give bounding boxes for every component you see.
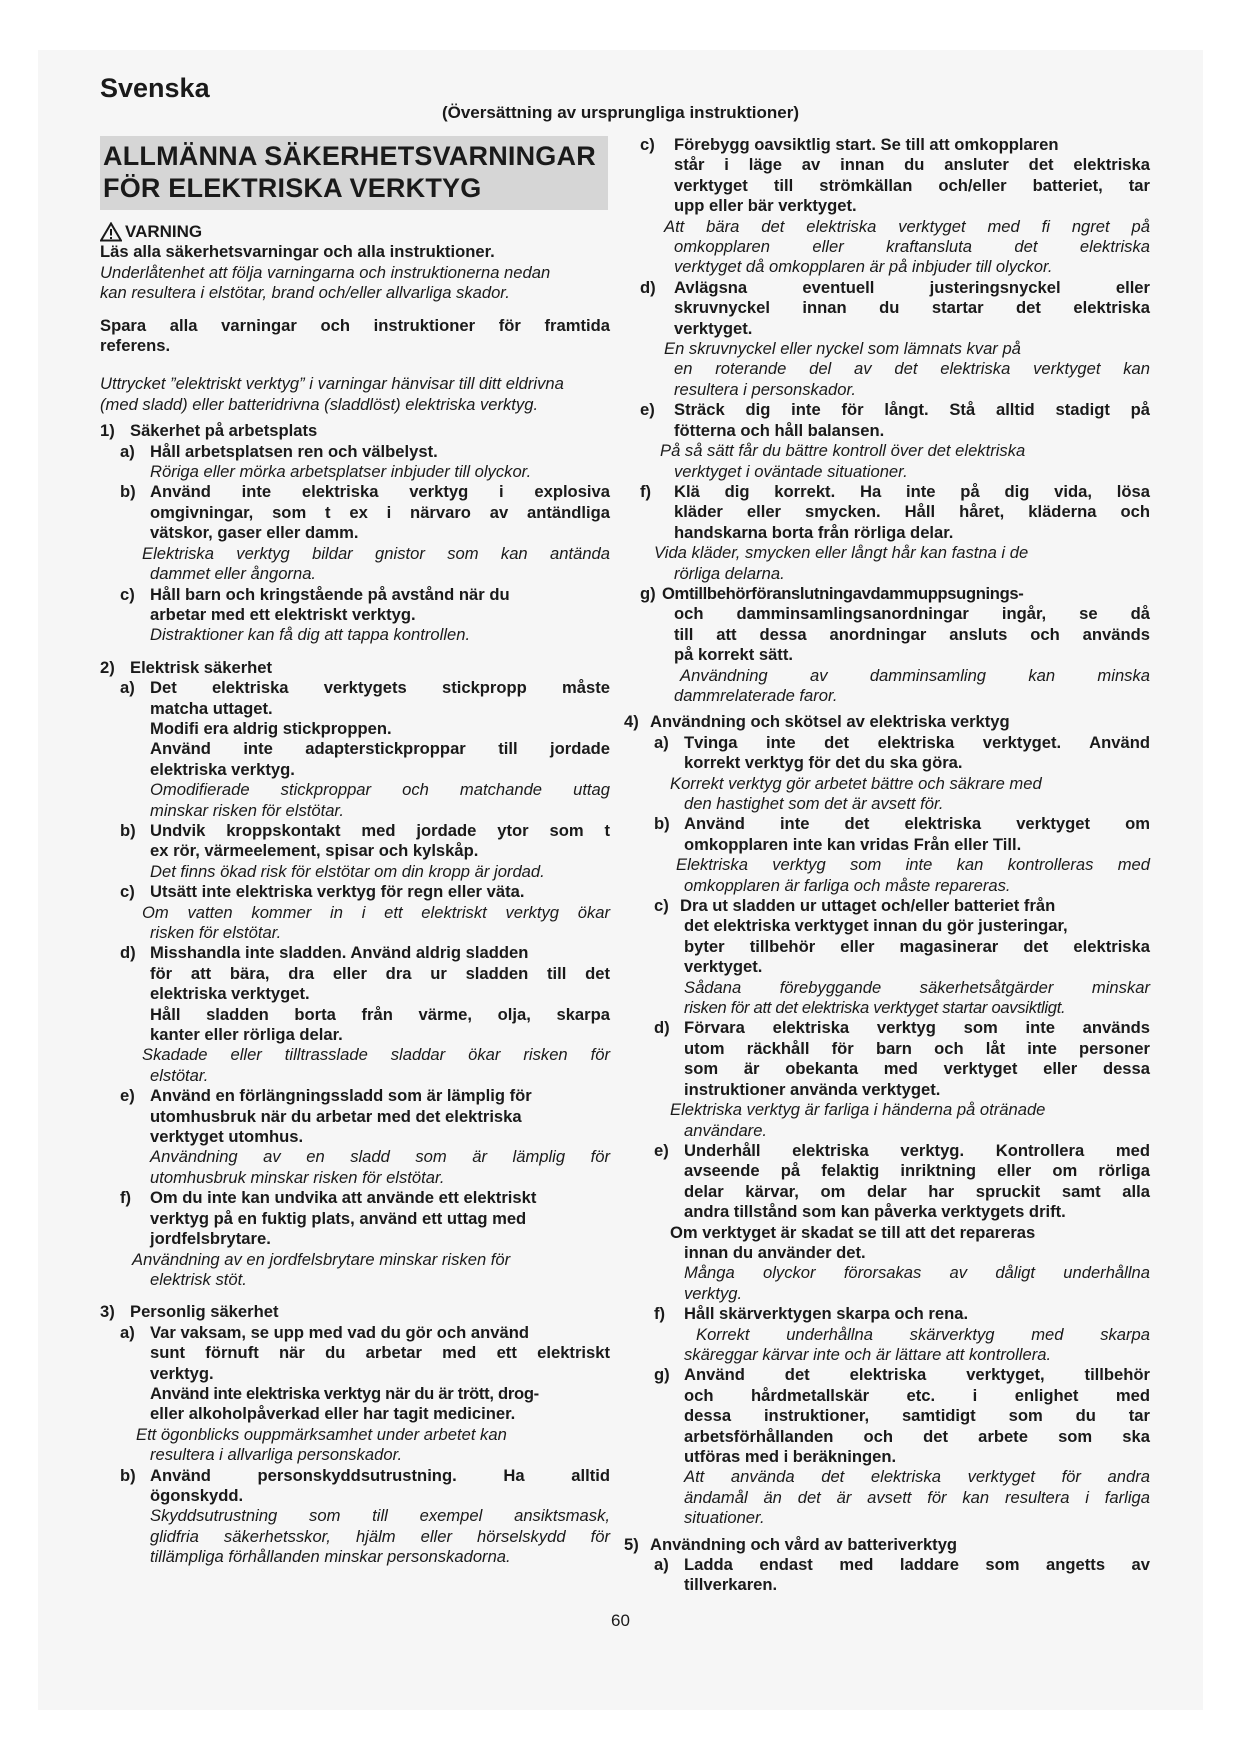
list-item-text: delar kärvar, om delar har spruckit samt alla [684, 1181, 1150, 1201]
explanation-text: glidfria säkerhetsskor, hjälm eller hörselskydd för [150, 1526, 610, 1546]
list-item-text: innan du använder det. [684, 1242, 866, 1262]
explanation-text: skäreggar kärvar inte och är lättare att kontrollera. [684, 1344, 1052, 1364]
list-item: d) Avlägsna eventuell justeringsnyckel eller [640, 277, 1150, 297]
explanation-text: utomhusbruk minskar risken för elstötar. [150, 1167, 445, 1187]
warning-icon [100, 222, 122, 242]
explanation-text: rörliga delarna. [674, 563, 785, 583]
list-item-text: utomhusbruk när du arbetar med det elektriska [150, 1106, 522, 1126]
list-item: a) Ladda endast med laddare som angetts av [654, 1555, 1150, 1575]
list-item: c) Utsätt inte elektriska verktyg för regn eller väta. [120, 882, 525, 902]
list-item: c) Förebygg oavsiktlig start. Se till att omkopplaren [640, 135, 1059, 154]
explanation-text: Omodifierade stickproppar och matchande uttag [150, 780, 610, 800]
term-text: (med sladd) eller batteridrivna (sladdlöst) elektriska verktyg. [100, 394, 539, 414]
language-heading: Svenska [100, 73, 210, 103]
explanation-text: Användning av en sladd som är lämplig för [150, 1147, 610, 1167]
list-item-text: handskarna borta från rörliga delar. [674, 522, 954, 542]
list-item-text: det elektriska verktyget innan du gör justeringar, [684, 916, 1068, 936]
explanation-text: verktyg. [684, 1283, 743, 1303]
explanation-text: den hastighet som det är avsett för. [684, 794, 944, 813]
list-item: c) Dra ut sladden ur uttaget och/eller batteriet från [654, 896, 1056, 916]
explanation-text: En skruvnyckel eller nyckel som lämnats kvar på [664, 339, 1021, 359]
list-item: e) Underhåll elektriska verktyg. Kontrollera med [654, 1140, 1150, 1160]
explanation-text: Om vatten kommer in i ett elektriskt verktyg ökar [142, 902, 610, 922]
list-item: e) Använd en förlängningssladd som är lämplig för [120, 1086, 532, 1106]
list-item-text: Om verktyget är skadat se till att det repareras [670, 1222, 1036, 1242]
left-column [100, 136, 610, 1568]
list-item-text: omgivningar, som t ex i närvaro av antändliga [150, 502, 610, 522]
list-item: b) Använd inte elektriska verktyg i explosiva [120, 482, 610, 502]
list-item-text: elektriska verktyg. [150, 759, 295, 779]
explanation-text: resultera i allvarliga personskador. [150, 1445, 403, 1465]
explanation-text: minskar risken för elstötar. [150, 800, 344, 820]
section-5-heading: 5) Användning och vård av batteriverktyg [624, 1534, 958, 1554]
list-item-text: verktyget utomhus. [150, 1127, 304, 1147]
warning-heading [100, 222, 610, 242]
list-item: f) Håll skärverktygen skarpa och rena. [654, 1304, 969, 1324]
explanation-text: Skyddsutrustning som till exempel ansiktsmask, [150, 1506, 610, 1526]
explanation-text: omkopplaren är farliga och måste repareras. [684, 875, 1011, 895]
list-item: b) Undvik kroppskontakt med jordade ytor som t [120, 820, 610, 840]
list-item: a) Det elektriska verktygets stickpropp måste [120, 678, 610, 698]
list-item: f) Om du inte kan undvika att använde ett elektriskt [120, 1188, 537, 1208]
list-item-text: jordfelsbrytare. [150, 1229, 271, 1249]
list-item-text: eller alkoholpåverkad eller har tagit mediciner. [150, 1404, 516, 1424]
list-item: d) Misshandla inte sladden. Använd aldrig sladden [120, 943, 529, 963]
explanation-text: Distraktioner kan få dig att tappa kontrollen. [150, 625, 471, 645]
list-item-text: kläder eller smycken. Håll håret, kläderna och [674, 502, 1150, 522]
explanation-text: Elektriska verktyg är farliga i händerna på otränade [670, 1100, 1046, 1120]
list-item-text: ex rör, värmeelement, spisar och kylskåp. [150, 841, 479, 861]
list-item-text: på korrekt sätt. [674, 645, 793, 665]
explanation-text: verktyget då omkopplaren är på inbjuder till olyckor. [674, 257, 1053, 277]
list-item-text: som är obekanta med verktyget eller dessa [684, 1059, 1150, 1079]
explanation-text: Korrekt underhållna skärverktyg med skarpa [696, 1324, 1150, 1344]
explanation-text: Röriga eller mörka arbetsplatser inbjuder till olyckor. [150, 462, 532, 482]
explanation-text: På så sätt får du bättre kontroll över det elektriska [660, 441, 1026, 461]
explanation-text: Elektriska verktyg som inte kan kontrolleras med [676, 855, 1150, 875]
list-item: b) Använd personskyddsutrustning. Ha alltid [120, 1465, 610, 1485]
failure-text: kan resultera i elstötar, brand och/eller allvarliga skador. [100, 283, 510, 303]
explanation-text: Ett ögonblicks ouppmärksamhet under arbetet kan [136, 1424, 507, 1444]
list-item-text: skruvnyckel innan du startar det elektriska [674, 298, 1150, 318]
list-item: a) Håll arbetsplatsen ren och välbelyst. [120, 441, 438, 461]
translation-subtitle: (Översättning av ursprungliga instruktioner) [441, 103, 800, 122]
explanation-text: Sådana förebyggande säkerhetsåtgärder minskar [684, 977, 1150, 997]
save-text: Spara alla varningar och instruktioner för framtida [100, 315, 610, 335]
explanation-text: resultera i personskador. [674, 379, 857, 399]
explanation-text: Skadade eller tilltrasslade sladdar ökar risken för [142, 1045, 610, 1065]
list-item: d) Förvara elektriska verktyg som inte används [654, 1018, 1150, 1038]
list-item: a) Tvinga inte det elektriska verktyget. Använd [654, 732, 1150, 752]
list-item-text: andra tillstånd som kan påverka verktygets drift. [684, 1202, 1066, 1222]
warning-label: VARNING [125, 222, 203, 241]
page-number: 60 [611, 1611, 630, 1630]
list-item: f) Klä dig korrekt. Ha inte på dig vida, lösa [640, 481, 1150, 501]
list-item-text: står i läge av innan du ansluter det elektriska [674, 155, 1150, 175]
list-item-text: verktyg. [150, 1363, 214, 1383]
explanation-text: omkopplaren eller kraftansluta det elektriska [674, 237, 1150, 257]
explanation-text: Korrekt verktyg gör arbetet bättre och säkrare med [670, 773, 1042, 793]
list-item-text: omkopplaren inte kan vridas Från eller Till. [684, 834, 1022, 854]
explanation-text: Det finns ökad risk för elstötar om din kropp är jordad. [150, 861, 545, 881]
explanation-text: dammet eller ångorna. [150, 564, 317, 584]
list-item-text: arbetar med ett elektriskt verktyg. [150, 604, 416, 624]
list-item-text: dessa instruktioner, samtidigt som du tar [684, 1406, 1150, 1426]
explanation-text: Många olyckor förorsakas av dåligt underhållna [684, 1263, 1150, 1283]
list-item-text: Använd inte adapterstickproppar till jordade [150, 739, 610, 759]
list-item-text: avseende på felaktig inriktning eller om rörliga [684, 1161, 1150, 1181]
list-item-text: verktyget till strömkällan och/eller batteriet, tar [674, 175, 1150, 195]
explanation-text: en roterande del av det elektriska verktyget kan [674, 359, 1150, 379]
list-item-text: Håll sladden borta från värme, olja, skarpa [150, 1004, 610, 1024]
list-item: b) Använd inte det elektriska verktyget om [654, 814, 1150, 834]
list-item-text: utföras med i beräkningen. [684, 1447, 897, 1466]
explanation-text: Användning av damminsamling kan minska [680, 665, 1150, 685]
explanation-text: elstötar. [150, 1065, 209, 1085]
list-item-text: Använd inte elektriska verktyg när du är trött, drog- [150, 1383, 539, 1403]
list-item: g) Omtillbehörföranslutningavdammuppsugnings- [640, 583, 1024, 603]
list-item-text: kanter eller rörliga delar. [150, 1025, 343, 1045]
list-item-text: byter tillbehör eller magasinerar det elektriska [684, 936, 1150, 956]
list-item-text: och hårdmetallskär etc. i enlighet med [684, 1385, 1150, 1405]
list-item-text: Modifi era aldrig stickproppen. [150, 718, 392, 738]
list-item-text: fötterna och håll balansen. [674, 420, 885, 440]
explanation-text: Vida kläder, smycken eller långt hår kan fastna i de [654, 543, 1029, 563]
list-item-text: elektriska verktyget. [150, 984, 310, 1004]
section-4-heading: 4) Användning och skötsel av elektriska verktyg [624, 712, 1010, 732]
list-item-text: sunt förnuft när du arbetar med ett elektriskt [150, 1343, 610, 1363]
list-item-text: korrekt verktyg för det du ska göra. [684, 753, 963, 773]
list-item-text: verktyg på en fuktig plats, använd ett uttag med [150, 1208, 527, 1228]
list-item-text: till att dessa anordningar ansluts och används [674, 624, 1150, 644]
explanation-text: dammrelaterade faror. [674, 685, 838, 705]
section-1-heading: 1) Säkerhet på arbetsplats [100, 421, 318, 441]
explanation-text: Elektriska verktyg bildar gnistor som kan antända [142, 543, 610, 563]
explanation-text: Att bära det elektriska verktyget med fi ngret på [664, 216, 1150, 236]
list-item: g) Använd det elektriska verktyget, tillbehör [654, 1365, 1150, 1385]
explanation-text: risken för elstötar. [150, 923, 282, 942]
save-text: referens. [100, 336, 171, 356]
main-title: ALLMÄNNA SÄKERHETSVARNINGAR FÖR ELEKTRISKA VERKTYG [100, 136, 608, 210]
list-item: e) Sträck dig inte för långt. Stå alltid stadigt på [640, 400, 1150, 420]
read-all-text: Läs alla säkerhetsvarningar och alla instruktioner. [100, 242, 495, 262]
explanation-text: risken för att det elektriska verktyget startar oavsiktligt. [684, 998, 1066, 1018]
list-item: c) Håll barn och kringstående på avstånd när du [120, 584, 510, 604]
list-item-text: tillverkaren. [684, 1575, 778, 1595]
section-2-heading: 2) Elektrisk säkerhet [100, 657, 273, 677]
list-item-text: utom räckhåll för barn och låt inte personer [684, 1038, 1150, 1058]
section-3-heading: 3) Personlig säkerhet [100, 1302, 279, 1322]
failure-text: Underlåtenhet att följa varningarna och instruktionerna nedan [100, 262, 551, 282]
explanation-text: situationer. [684, 1508, 765, 1528]
explanation-text: verktyget i oväntade situationer. [674, 461, 908, 481]
list-item: a) Var vaksam, se upp med vad du gör och använd [120, 1322, 530, 1342]
list-item-text: ögonskydd. [150, 1485, 244, 1505]
explanation-text: Att använda det elektriska verktyget för andra [684, 1467, 1150, 1487]
right-column [624, 135, 1150, 1596]
term-text: Uttrycket ”elektriskt verktyg” i varningar hänvisar till ditt eldrivna [100, 374, 564, 394]
list-item-text: instruktioner använda verktyget. [684, 1079, 941, 1099]
explanation-text: elektrisk stöt. [150, 1269, 247, 1289]
explanation-text: tillämpliga förhållanden minskar personskadorna. [150, 1547, 511, 1567]
list-item-text: arbetsförhållanden och det arbete som ska [684, 1426, 1150, 1446]
list-item-text: verktyget. [674, 318, 753, 338]
explanation-text: Användning av en jordfelsbrytare minskar risken för [132, 1249, 511, 1269]
list-item-text: vätskor, gaser eller damm. [150, 523, 359, 543]
explanation-text: ändamål än det är avsett för kan resultera i farliga [684, 1487, 1150, 1507]
list-item-text: matcha uttaget. [150, 698, 273, 718]
list-item-text: för att bära, dra eller dra ur sladden till det [150, 963, 610, 983]
explanation-text: användare. [684, 1120, 768, 1140]
list-item-text: och damminsamlingsanordningar ingår, se då [674, 604, 1150, 624]
list-item-text: verktyget. [684, 957, 763, 977]
list-item-text: upp eller bär verktyget. [674, 196, 857, 216]
